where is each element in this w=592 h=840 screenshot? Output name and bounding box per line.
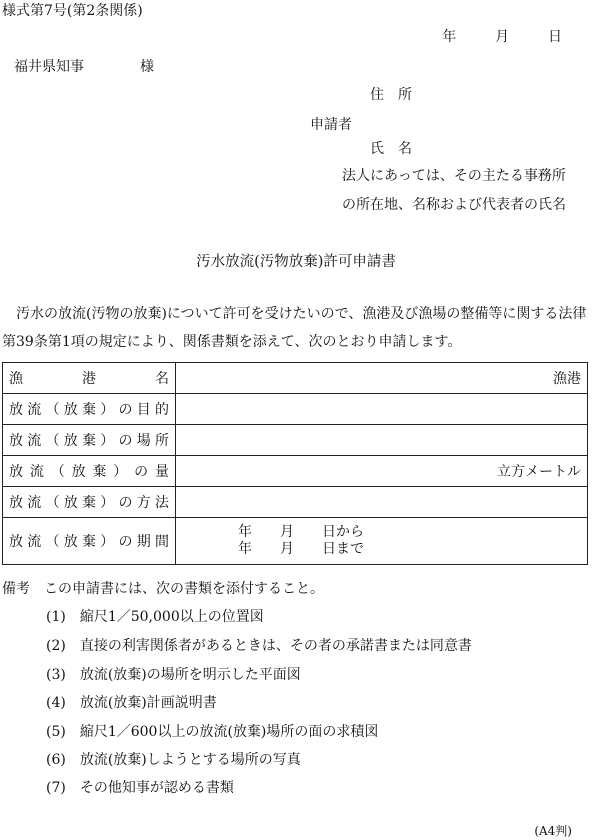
name-label: 氏 名 (370, 141, 412, 157)
period-to: 年 月 日まで (238, 541, 364, 557)
note-item: (5) 縮尺1／600以上の放流(放棄)場所の面の求積図 (46, 724, 379, 740)
row-label-method: 放流（放棄）の方法 (3, 487, 176, 518)
intro-paragraph: 汚水の放流(汚物の放棄)について許可を受けたいので、漁港及び漁場の整備等に関する法律第39条第1項の規定により、関係書類を添えて、次のとおり申請します。 (2, 306, 587, 350)
note-item: (2) 直接の利害関係者があるときは、その者の承諾書または同意書 (46, 638, 472, 654)
note-item: (7) その他知事が認める書類 (46, 780, 234, 796)
corp-note-line2: の所在地、名称および代表者の氏名 (342, 197, 566, 213)
note-item: (1) 縮尺1／50,000以上の位置図 (46, 609, 264, 625)
date-day: 日 (548, 29, 562, 45)
table-row (3, 394, 588, 425)
document-title: 汚水放流(汚物放棄)許可申請書 (196, 254, 396, 270)
table-row (3, 363, 588, 394)
row-value-location[interactable] (176, 425, 588, 456)
row-value-volume[interactable]: 立方メートル (176, 456, 588, 487)
table-row (3, 518, 588, 565)
row-value-method[interactable] (176, 487, 588, 518)
note-item: (3) 放流(放棄)の場所を明示した平面図 (46, 667, 301, 683)
note-item: (6) 放流(放棄)しようとする場所の写真 (46, 752, 301, 768)
date-month: 月 (495, 29, 510, 45)
row-value-port[interactable]: 漁港 (176, 363, 588, 394)
row-value-purpose[interactable] (176, 394, 588, 425)
period-from: 年 月 日から (238, 524, 364, 540)
address-label: 住 所 (370, 87, 412, 103)
addressee: 福井県知事 様 (14, 59, 154, 75)
date-line (442, 28, 562, 46)
application-table (2, 362, 588, 565)
table-row (3, 487, 588, 518)
applicant-label: 申請者 (310, 117, 352, 133)
table-row (3, 456, 588, 487)
row-label-port: 漁港名 (3, 363, 176, 394)
row-label-volume: 放流（放棄）の量 (3, 456, 176, 487)
table-row (3, 425, 588, 456)
notes-heading: 備考 この申請書には、次の書類を添付すること。 (2, 581, 324, 597)
row-value-period[interactable] (176, 518, 588, 565)
paper-size-note: (A4判) (534, 824, 572, 838)
row-label-period: 放流（放棄）の期間 (3, 518, 176, 565)
form-number: 様式第7号(第2条関係) (2, 3, 143, 19)
note-item: (4) 放流(放棄)計画説明書 (46, 695, 217, 711)
corp-note-line1: 法人にあっては、その主たる事務所 (342, 168, 566, 184)
row-label-location: 放流（放棄）の場所 (3, 425, 176, 456)
date-year: 年 (442, 29, 457, 45)
row-label-purpose: 放流（放棄）の目的 (3, 394, 176, 425)
